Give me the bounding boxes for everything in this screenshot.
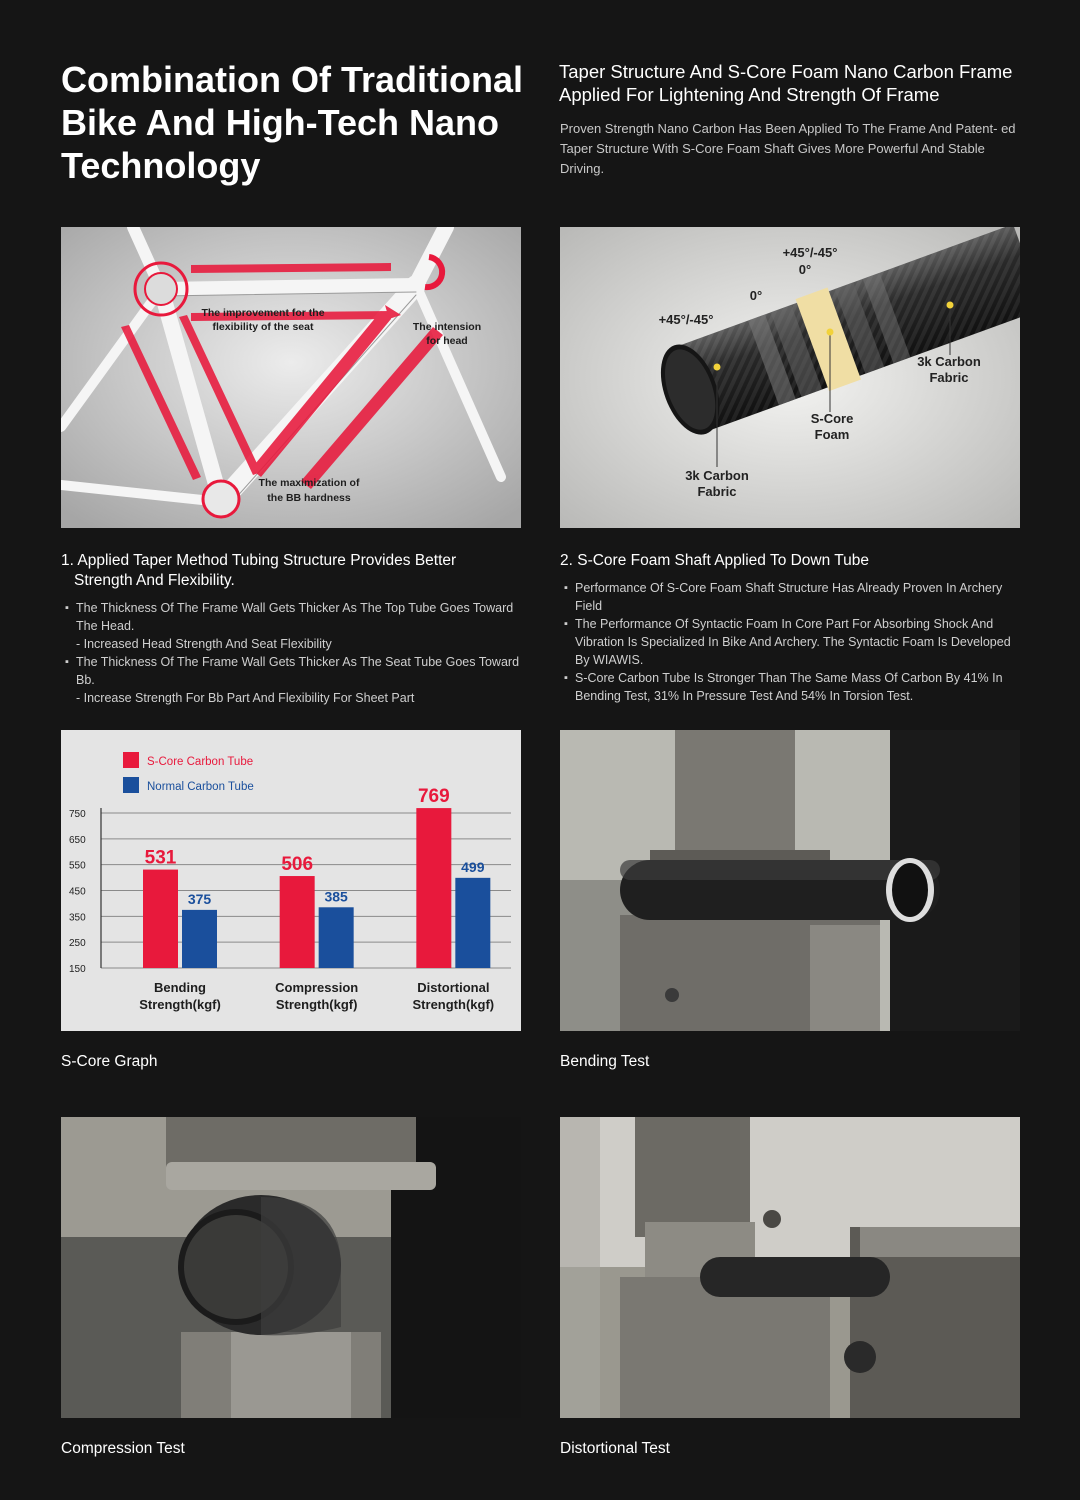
- y-tick-label: 750: [69, 809, 86, 820]
- x-tick-label: Distortional: [417, 980, 490, 995]
- data-label: 769: [417, 786, 450, 808]
- y-tick-label: 450: [69, 886, 86, 898]
- data-label: 499: [461, 858, 485, 875]
- compression-test-photo: [61, 1117, 521, 1418]
- frame-illustration: [61, 227, 521, 528]
- y-tick-label: 650: [69, 834, 86, 846]
- caption-score-graph: S-Core Graph: [61, 1053, 158, 1070]
- bar-normal-1: [319, 907, 354, 968]
- label-fabric-bottom-2: Fabric: [697, 484, 737, 499]
- label-fabric-bottom-1: 3k Carbon: [685, 468, 749, 483]
- y-tick-label: 350: [69, 912, 86, 924]
- legend-swatch-1: [123, 777, 139, 793]
- page-title: Combination Of Traditional Bike And High-Tech Nano Technology: [61, 59, 523, 186]
- legend-swatch-0: [123, 752, 139, 768]
- data-label: 506: [281, 854, 314, 876]
- list-item: [61, 599, 531, 653]
- bar-score-2: [416, 808, 451, 968]
- label-angle-top: +45°/-45°: [782, 245, 838, 260]
- bar-score-1: [280, 876, 315, 968]
- label-head-line1: The intension: [412, 321, 482, 333]
- x-tick-label: Bending: [154, 980, 206, 995]
- y-tick-label: 550: [69, 860, 86, 872]
- bar-score-0: [143, 870, 178, 968]
- page-subtitle: Taper Structure And S-Core Foam Nano Carbon Frame Applied For Lightening And Strength Of Frame: [559, 61, 1013, 105]
- label-fabric-right-2: Fabric: [929, 370, 969, 385]
- y-tick-label: 150: [69, 964, 86, 975]
- data-label: 375: [187, 890, 212, 907]
- label-angle-left: +45°/-45°: [658, 312, 714, 327]
- section-taper-structure: [61, 551, 531, 707]
- x-tick-label: Strength(kgf): [139, 997, 221, 1012]
- distortional-test-photo: [560, 1117, 1020, 1418]
- x-tick-label: Strength(kgf): [412, 997, 495, 1012]
- tube-layer-illustration: [560, 227, 1020, 528]
- y-tick-label: 250: [69, 938, 86, 950]
- data-label: 385: [324, 888, 348, 905]
- caption-bending-test: Bending Test: [560, 1053, 650, 1070]
- label-fabric-right-1: 3k Carbon: [917, 354, 981, 369]
- label-seat-line1: The improvement for the: [201, 307, 325, 319]
- label-seat-line2: flexibility of the seat: [212, 321, 314, 333]
- list-item: ▪ S-Core Carbon Tube Is Stronger Than The Same Mass Of Carbon By 41% In Bending Test, 31% In Pressure Test And 54% In Torsion Test.: [560, 669, 1022, 705]
- bending-test-photo: [560, 730, 1020, 1031]
- x-tick-label: Compression: [275, 980, 359, 995]
- caption-compression-test: Compression Test: [61, 1440, 185, 1457]
- caption-distortional-test: Distortional Test: [560, 1440, 670, 1457]
- bar-normal-0: [182, 910, 217, 968]
- label-foam-1: S-Core: [810, 411, 854, 426]
- label-bb-line1: The maximization of: [258, 477, 360, 489]
- chart-svg: [61, 730, 521, 1031]
- list-item: ▪ The Performance Of Syntactic Foam In Core Part For Absorbing Shock And Vibration Is Specialized In Bike And Archery. The Syntactic Foam Is Developed By WIAWIS.: [560, 615, 1022, 669]
- label-foam-2: Foam: [814, 427, 850, 442]
- label-angle-top-zero: 0°: [798, 262, 812, 277]
- data-label: 531: [144, 847, 177, 869]
- section2-heading: 2. S-Core Foam Shaft Applied To Down Tube: [560, 552, 870, 569]
- label-bb-line2: the BB hardness: [267, 492, 351, 504]
- section1-heading-line2: Strength And Flexibility.: [74, 572, 235, 589]
- score-strength-chart: [61, 730, 521, 1031]
- legend-label-1: Normal Carbon Tube: [147, 781, 254, 793]
- label-angle-zero: 0°: [749, 288, 763, 303]
- list-item: [61, 653, 531, 707]
- section-score-foam: [560, 551, 1022, 705]
- legend-label-0: S-Core Carbon Tube: [147, 756, 254, 768]
- x-tick-label: Strength(kgf): [275, 997, 358, 1012]
- list-item: ▪ Performance Of S-Core Foam Shaft Structure Has Already Proven In Archery Field: [560, 579, 1022, 615]
- bar-normal-2: [455, 878, 490, 968]
- page-description: Proven Strength Nano Carbon Has Been Applied To The Frame And Patent- ed Taper Structure With S-Core Foam Shaft Gives More Powerful And Stable Driving.: [560, 121, 1016, 176]
- section1-heading-line1: 1. Applied Taper Method Tubing Structure Provides Better: [61, 552, 457, 569]
- label-head-line2: for head: [426, 335, 468, 347]
- section1-bullet1: The Thickness Of The Frame Wall Gets Thicker As The Top Tube Goes Toward The Head.: [76, 601, 514, 633]
- section1-bullet2: The Thickness Of The Frame Wall Gets Thicker As The Seat Tube Goes Toward Bb.: [76, 655, 520, 687]
- section1-bullet2-sub: - Increase Strength For Bb Part And Flexibility For Sheet Part: [76, 691, 415, 705]
- section1-bullet1-sub: - Increased Head Strength And Seat Flexibility: [76, 637, 332, 651]
